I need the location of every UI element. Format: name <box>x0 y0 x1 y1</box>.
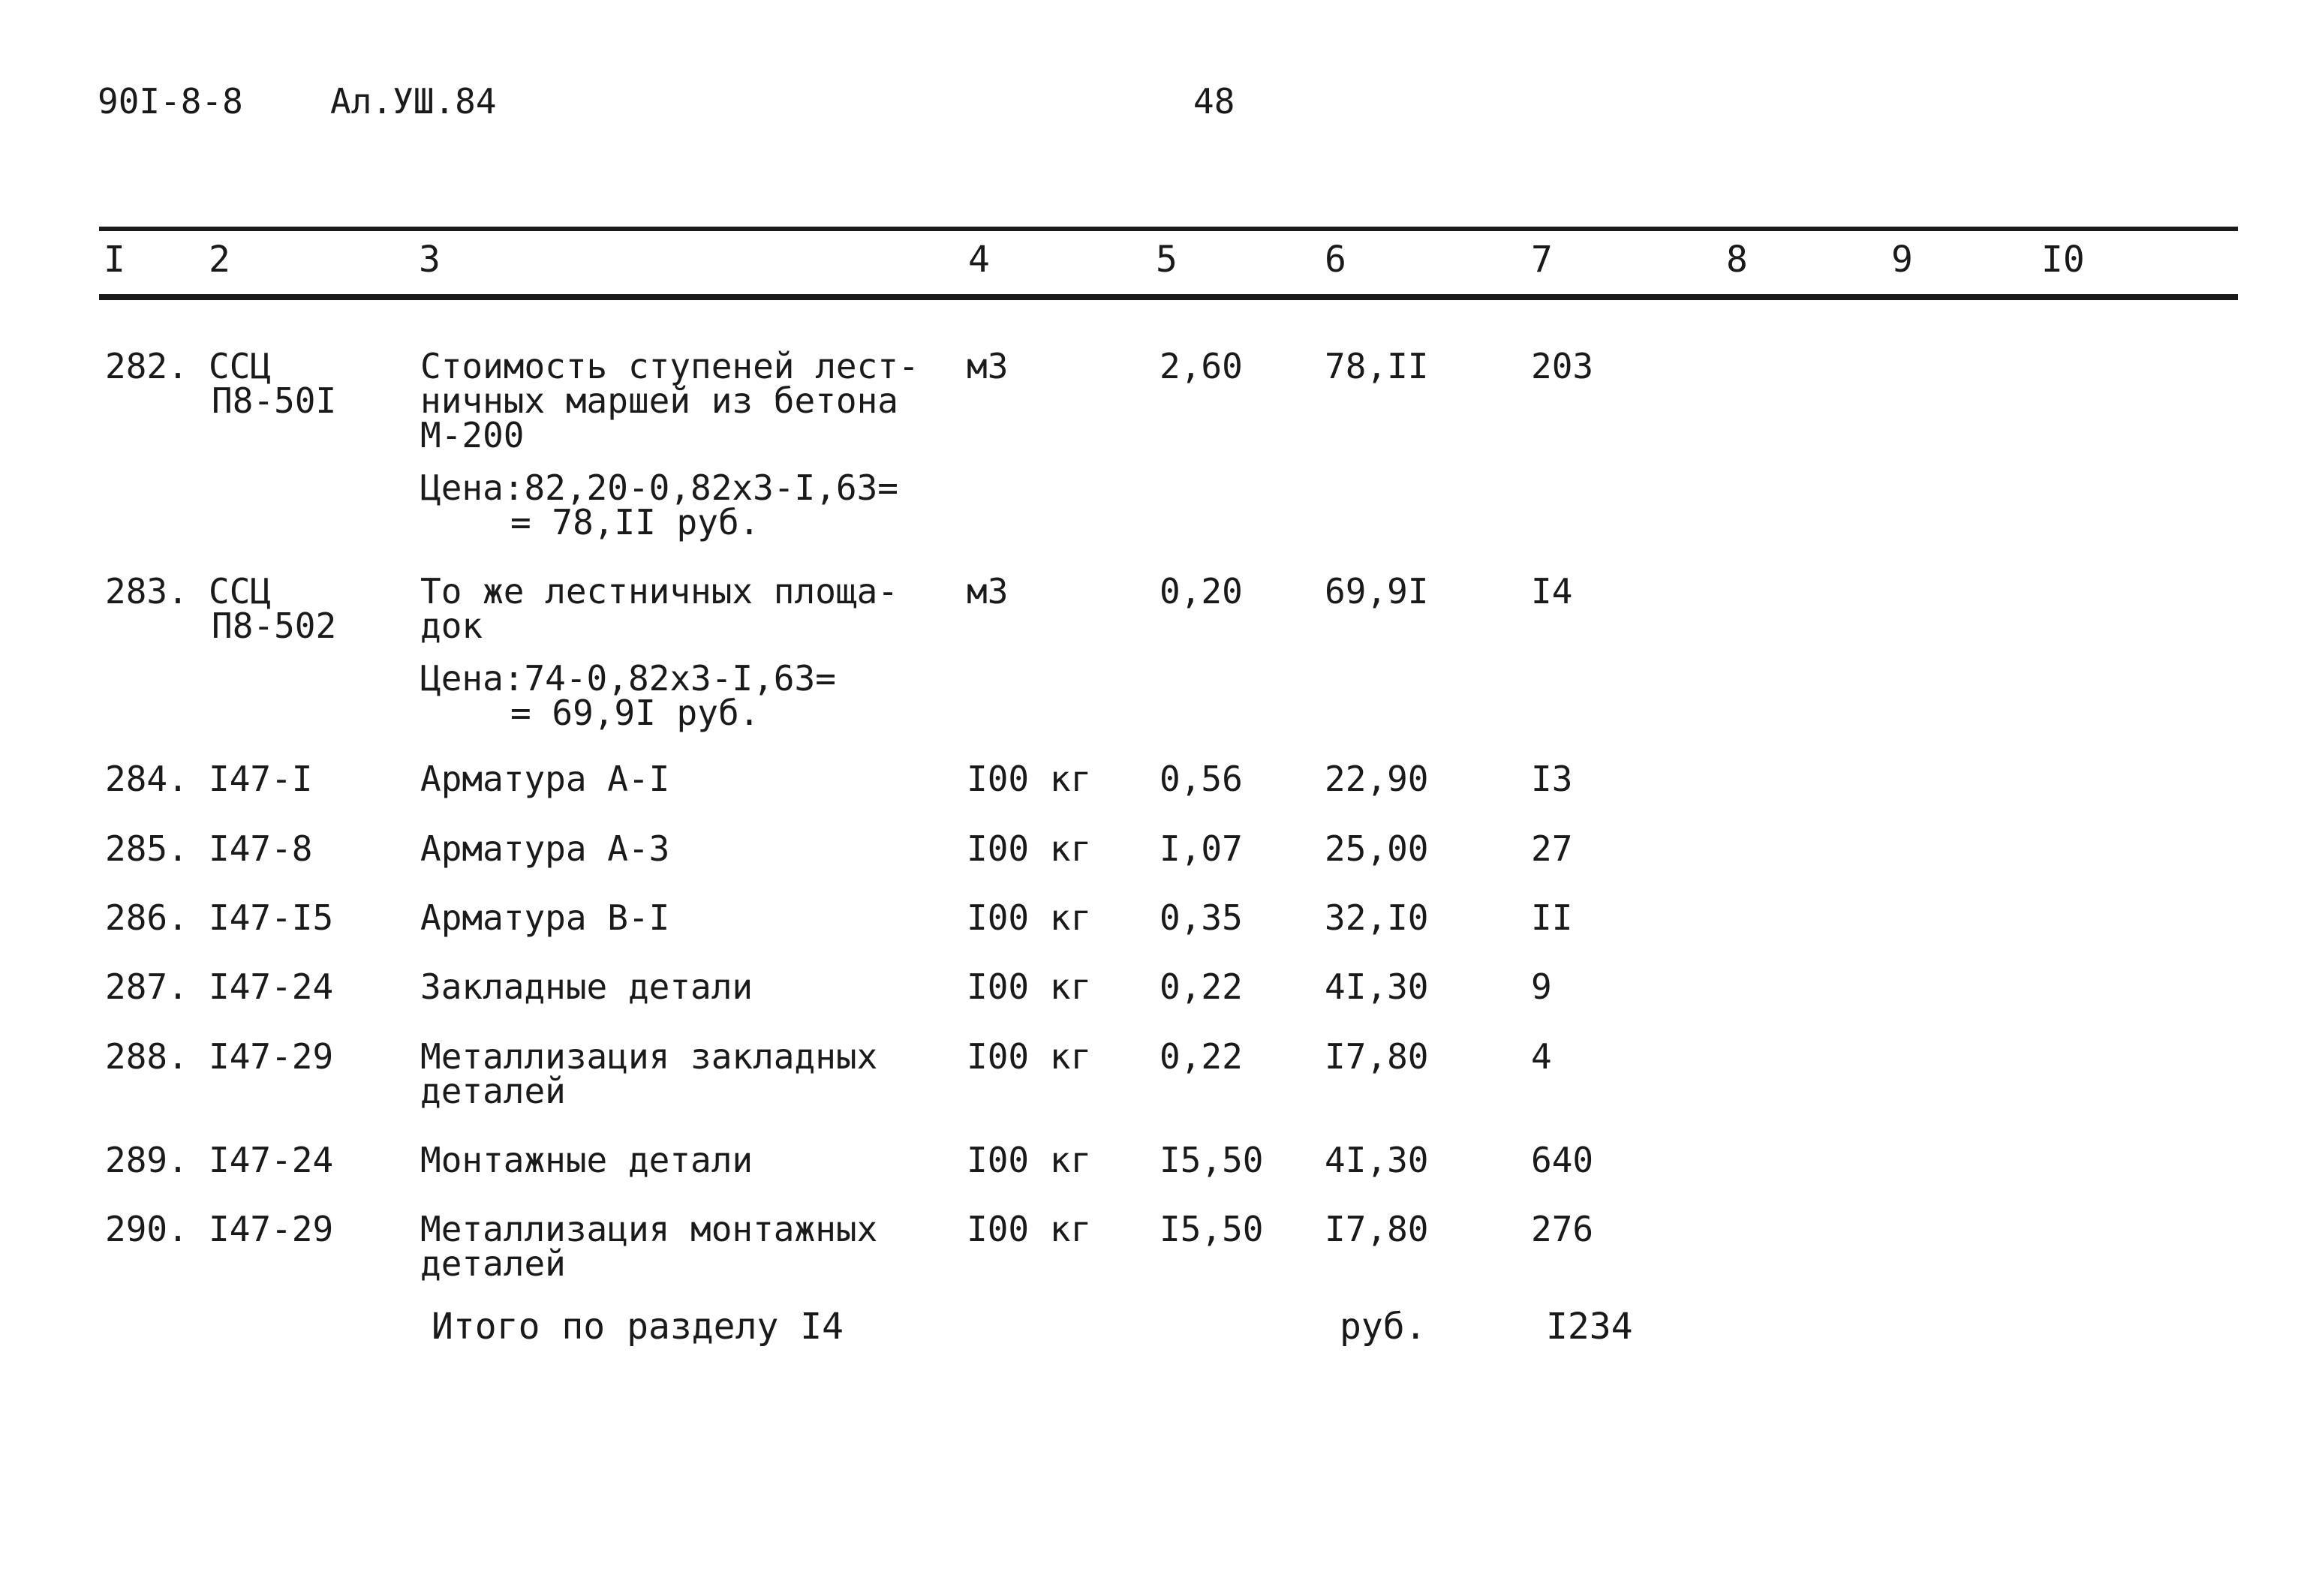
row-unit: I00 кг <box>967 1036 1092 1077</box>
row-code-line: I47-29 <box>209 1036 334 1077</box>
column-header-9: 9 <box>1891 239 1913 281</box>
row-unit: I00 кг <box>967 1140 1092 1180</box>
row-unit-price: 32,I0 <box>1325 897 1429 938</box>
summary-unit: руб. <box>1340 1306 1427 1348</box>
row-unit: м3 <box>967 346 1009 386</box>
price-calculation-note <box>420 658 898 733</box>
row-quantity: 0,35 <box>1160 897 1243 938</box>
column-header-4: 4 <box>968 239 990 281</box>
row-description <box>420 966 753 1007</box>
row-code-line: I47-24 <box>209 966 334 1007</box>
row-description-line: То же лестничных площа- <box>420 571 898 612</box>
row-description <box>420 897 670 938</box>
row-code-line: П8-502 <box>212 606 337 646</box>
row-number: 285. <box>105 828 188 869</box>
column-header-8: 8 <box>1726 239 1748 281</box>
row-quantity: 0,20 <box>1160 571 1243 612</box>
price-calculation-line: Цена:82,20-0,82х3-I,63= <box>420 467 898 508</box>
row-description-line: док <box>420 606 483 646</box>
row-quantity: I,07 <box>1160 828 1243 869</box>
document-code: 90I-8-8 <box>98 81 243 122</box>
row-unit-price: 25,00 <box>1325 828 1429 869</box>
row-unit-price: 22,90 <box>1325 759 1429 799</box>
row-description <box>420 759 670 799</box>
row-total-cost: II <box>1531 897 1573 938</box>
row-number: 286. <box>105 897 188 938</box>
row-code-line: ССЦ <box>209 571 272 612</box>
row-description <box>420 346 919 543</box>
row-description-line: Арматура В-I <box>420 897 670 938</box>
row-total-cost: 4 <box>1531 1036 1552 1077</box>
row-number: 289. <box>105 1140 188 1180</box>
row-quantity: 2,60 <box>1160 346 1243 386</box>
row-number: 290. <box>105 1209 188 1249</box>
row-description-line: ничных маршей из бетона <box>420 380 898 421</box>
price-calculation-note <box>420 467 919 543</box>
row-number: 287. <box>105 966 188 1007</box>
column-header-10: I0 <box>2041 239 2085 281</box>
row-code <box>209 759 313 799</box>
row-description-line: Арматура А-3 <box>420 828 670 869</box>
row-unit: I00 кг <box>967 1209 1092 1249</box>
summary-label: Итого по разделу I4 <box>432 1306 844 1348</box>
column-header-2: 2 <box>209 239 230 281</box>
summary-total: I234 <box>1546 1306 1633 1348</box>
row-description <box>420 828 670 869</box>
row-description-line: Стоимость ступеней лест- <box>420 346 919 386</box>
row-unit: I00 кг <box>967 966 1092 1007</box>
row-number: 282. <box>105 346 188 386</box>
row-total-cost: 27 <box>1531 828 1573 869</box>
row-description-line: Монтажные детали <box>420 1140 753 1180</box>
page-number: 48 <box>1193 81 1235 122</box>
row-code-line: П8-50I <box>212 380 337 421</box>
price-calculation-line: = 78,II руб. <box>510 502 760 543</box>
row-description-line: Металлизация монтажных <box>420 1209 878 1249</box>
price-calculation-line: Цена:74-0,82х3-I,63= <box>420 658 836 699</box>
row-code <box>209 1140 334 1180</box>
row-unit-price: I7,80 <box>1325 1036 1429 1077</box>
row-total-cost: 9 <box>1531 966 1552 1007</box>
price-calculation-line: = 69,9I руб. <box>510 693 760 733</box>
row-code-line: I47-I <box>209 759 313 799</box>
row-code <box>209 966 334 1007</box>
row-unit-price: 4I,30 <box>1325 1140 1429 1180</box>
row-quantity: 0,22 <box>1160 966 1243 1007</box>
row-description <box>420 571 898 733</box>
row-number: 288. <box>105 1036 188 1077</box>
row-code-line: I47-8 <box>209 828 313 869</box>
row-total-cost: 276 <box>1531 1209 1594 1249</box>
album-number: Ал.УШ.84 <box>330 81 497 122</box>
row-number: 283. <box>105 571 188 612</box>
row-total-cost: 640 <box>1531 1140 1594 1180</box>
table-top-rule <box>99 227 2238 231</box>
row-code-line: ССЦ <box>209 346 272 386</box>
row-total-cost: I3 <box>1531 759 1573 799</box>
row-code <box>209 1209 334 1249</box>
row-description-line: Арматура А-I <box>420 759 670 799</box>
row-description <box>420 1209 878 1284</box>
row-quantity: I5,50 <box>1160 1140 1264 1180</box>
column-header-5: 5 <box>1156 239 1178 281</box>
row-quantity: 0,22 <box>1160 1036 1243 1077</box>
row-code <box>209 346 337 421</box>
row-description-line: деталей <box>420 1071 566 1111</box>
row-description <box>420 1036 878 1111</box>
page-header <box>98 81 2274 134</box>
column-header-7: 7 <box>1531 239 1553 281</box>
row-unit-price: 78,II <box>1325 346 1429 386</box>
row-code-line: I47-29 <box>209 1209 334 1249</box>
table-header-rule <box>99 294 2238 300</box>
row-unit: I00 кг <box>967 897 1092 938</box>
row-unit: I00 кг <box>967 828 1092 869</box>
row-unit: м3 <box>967 571 1009 612</box>
row-code-line: I47-24 <box>209 1140 334 1180</box>
row-description-line: Металлизация закладных <box>420 1036 878 1077</box>
row-quantity: 0,56 <box>1160 759 1243 799</box>
row-unit-price: I7,80 <box>1325 1209 1429 1249</box>
row-description-line: деталей <box>420 1243 566 1284</box>
row-unit-price: 69,9I <box>1325 571 1429 612</box>
row-code <box>209 897 334 938</box>
row-code <box>209 1036 334 1077</box>
column-header-6: 6 <box>1325 239 1346 281</box>
row-total-cost: I4 <box>1531 571 1573 612</box>
row-code-line: I47-I5 <box>209 897 334 938</box>
row-description-line: Закладные детали <box>420 966 753 1007</box>
row-quantity: I5,50 <box>1160 1209 1264 1249</box>
row-description <box>420 1140 753 1180</box>
column-header-3: 3 <box>419 239 441 281</box>
column-header-1: I <box>104 239 125 281</box>
row-total-cost: 203 <box>1531 346 1594 386</box>
row-number: 284. <box>105 759 188 799</box>
row-description-line: М-200 <box>420 415 525 455</box>
row-unit-price: 4I,30 <box>1325 966 1429 1007</box>
row-unit: I00 кг <box>967 759 1092 799</box>
row-code <box>209 828 313 869</box>
row-code <box>209 571 337 646</box>
